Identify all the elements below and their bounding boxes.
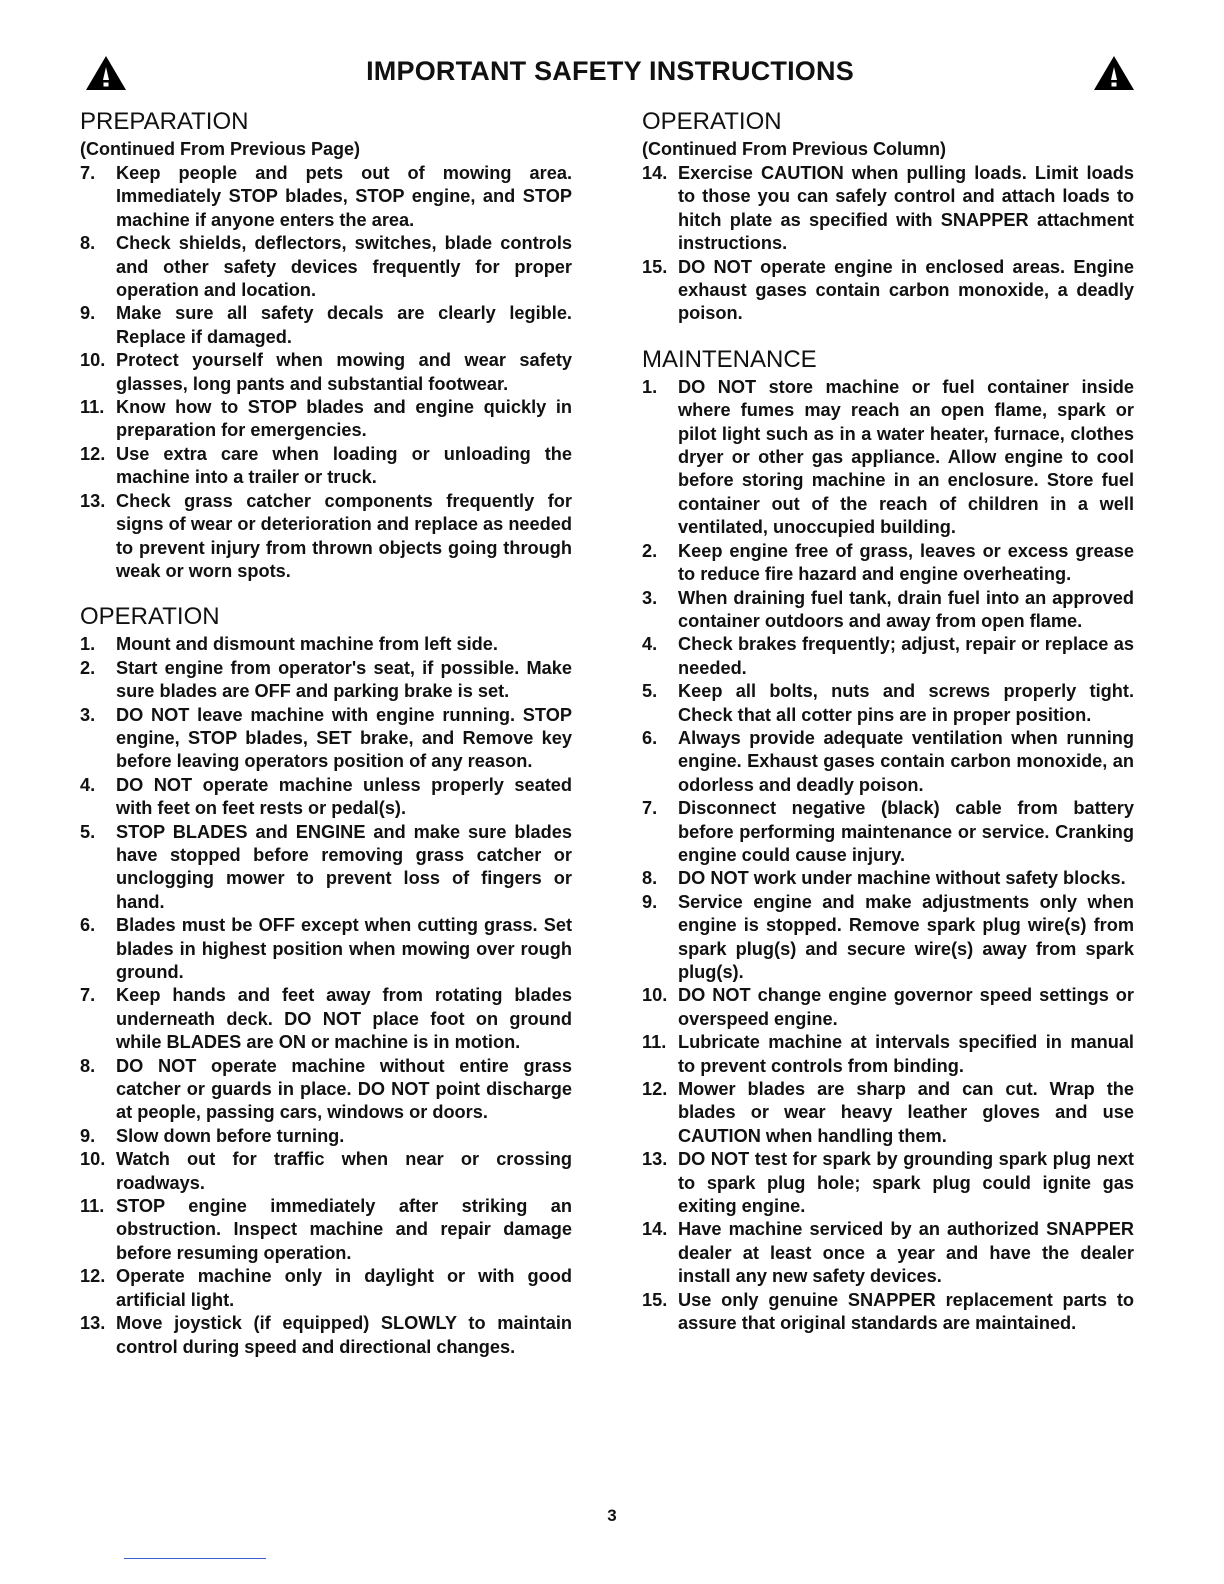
list-item: [80, 1148, 572, 1195]
list-item: [80, 1265, 572, 1312]
item-text: Lubricate machine at intervals specified in manual to prevent controls from binding.: [678, 1032, 1134, 1076]
item-number: 2.: [80, 657, 96, 678]
item-number: 10.: [80, 1149, 106, 1170]
list-item: [80, 1312, 572, 1359]
item-number: 9.: [80, 1125, 96, 1146]
item-text: Exercise CAUTION when pulling loads. Limit loads to those you can safely control and attach loads to hitch plate as specified with SNAPPER attachment instructions.: [678, 163, 1134, 254]
list-item: [642, 891, 1134, 985]
item-text: Keep engine free of grass, leaves or excess grease to reduce fire hazard and engine overheating.: [678, 540, 1134, 585]
item-text: Check shields, deflectors, switches, blade controls and other safety devices frequently for proper operation and location.: [116, 233, 572, 301]
item-number: 12.: [642, 1079, 668, 1100]
item-number: 13.: [80, 490, 106, 511]
list-item: [642, 797, 1134, 867]
item-text: DO NOT operate engine in enclosed areas. Engine exhaust gases contain carbon monoxide, a deadly poison.: [678, 256, 1134, 324]
item-number: 13.: [642, 1149, 668, 1170]
item-number: 5.: [642, 681, 658, 702]
item-number: 6.: [80, 915, 96, 936]
item-number: 10.: [642, 985, 668, 1006]
list-item: [80, 914, 572, 984]
item-number: 13.: [80, 1313, 106, 1334]
list-item: [80, 1125, 572, 1148]
section-heading: PREPARATION: [80, 108, 249, 135]
list-item: [642, 162, 1134, 256]
item-number: 8.: [80, 1055, 96, 1076]
list-item: [80, 490, 572, 584]
item-text: Check brakes frequently; adjust, repair or replace as needed.: [678, 634, 1134, 678]
list-item: [80, 984, 572, 1054]
list-item: [80, 349, 572, 396]
maintenance-section: [642, 346, 1134, 1336]
footer-rule: [124, 1558, 266, 1559]
list-item: [80, 1195, 572, 1265]
item-text: DO NOT leave machine with engine running. STOP engine, STOP blades, SET brake, and Remove key before leaving operators position of any reason.: [116, 704, 572, 772]
list-item: [642, 867, 1134, 890]
item-text: Always provide adequate ventilation when running engine. Exhaust gases contain carbon monoxide, an odorless and deadly poison.: [678, 727, 1134, 795]
item-text: Blades must be OFF except when cutting grass. Set blades in highest position when mowing over rough ground.: [116, 915, 572, 982]
item-text: DO NOT store machine or fuel container inside where fumes may reach an open flame, spark or pilot light such as in a water heater, furnace, clothes dryer or other gas appliance. Allow engine to cool before storing machine in an enclosure. Store fuel container out of the reach of children in a well ventilated, unoccupied building.: [678, 376, 1134, 538]
item-number: 14.: [642, 1219, 668, 1240]
list-item: [642, 1031, 1134, 1078]
item-text: Operate machine only in daylight or with good artificial light.: [116, 1266, 572, 1310]
item-number: 9.: [80, 303, 96, 324]
section-heading: MAINTENANCE: [642, 345, 817, 373]
item-text: Have machine serviced by an authorized SNAPPER dealer at least once a year and have the dealer install any new safety devices.: [678, 1219, 1134, 1287]
page-header: [80, 52, 1140, 96]
list-item: [642, 376, 1134, 540]
item-text: DO NOT change engine governor speed settings or overspeed engine.: [678, 985, 1134, 1029]
maintenance-list: [642, 376, 1134, 1336]
item-text: Check grass catcher components frequently for signs of wear or deterioration and replace as needed to prevent injury from thrown objects going through weak or worn spots.: [116, 490, 572, 581]
operation-continued-section: [642, 108, 1134, 326]
list-item: [80, 821, 572, 915]
item-number: 1.: [80, 634, 96, 655]
item-text: Move joystick (if equipped) SLOWLY to maintain control during speed and directional changes.: [116, 1313, 572, 1357]
item-number: 2.: [642, 540, 658, 561]
item-number: 12.: [80, 443, 106, 464]
item-text: Use extra care when loading or unloading the machine into a trailer or truck.: [116, 443, 572, 488]
item-number: 1.: [642, 376, 658, 397]
item-text: Make sure all safety decals are clearly legible. Replace if damaged.: [116, 303, 572, 347]
page-title: IMPORTANT SAFETY INSTRUCTIONS: [366, 56, 854, 86]
item-text: Slow down before turning.: [116, 1125, 345, 1146]
list-item: [80, 162, 572, 232]
list-item: [80, 396, 572, 443]
item-number: 3.: [80, 704, 96, 725]
warning-triangle-icon: [1092, 54, 1136, 92]
item-text: Keep all bolts, nuts and screws properly tight. Check that all cotter pins are in proper position.: [678, 681, 1134, 725]
item-number: 4.: [80, 774, 96, 795]
section-heading: OPERATION: [80, 603, 220, 631]
item-number: 12.: [80, 1266, 106, 1287]
item-number: 15.: [642, 1289, 668, 1310]
item-text: DO NOT work under machine without safety blocks.: [678, 868, 1126, 889]
list-item: [642, 633, 1134, 680]
list-item: [642, 727, 1134, 797]
list-item: [80, 774, 572, 821]
item-number: 5.: [80, 821, 96, 842]
operation-section: [80, 603, 572, 1359]
item-number: 7.: [642, 798, 658, 819]
list-item: [642, 984, 1134, 1031]
list-item: [80, 1055, 572, 1125]
list-item: [80, 633, 572, 656]
list-item: [642, 587, 1134, 634]
item-number: 15.: [642, 256, 668, 277]
item-number: 7.: [80, 163, 96, 183]
list-item: [80, 704, 572, 774]
list-item: [642, 540, 1134, 587]
item-text: Mower blades are sharp and can cut. Wrap the blades or wear heavy leather gloves and use CAUTION when handling them.: [678, 1079, 1134, 1146]
list-item: [80, 657, 572, 704]
item-text: Keep hands and feet away from rotating blades underneath deck. DO NOT place foot on ground while BLADES are ON or machine is in motion.: [116, 985, 572, 1053]
item-text: Keep people and pets out of mowing area. Immediately STOP blades, STOP engine, and STOP machine if anyone enters the area.: [116, 163, 572, 230]
section-heading: OPERATION: [642, 108, 782, 135]
item-number: 10.: [80, 350, 106, 371]
item-text: Service engine and make adjustments only when engine is stopped. Remove spark plug wire(s) from spark plug(s) and secure wire(s) away from spark plug(s).: [678, 891, 1134, 982]
list-item: [642, 256, 1134, 326]
preparation-section: [80, 108, 572, 583]
item-number: 8.: [80, 233, 96, 254]
item-number: 8.: [642, 868, 658, 889]
operation-list: [80, 633, 572, 1359]
item-text: Disconnect negative (black) cable from battery before performing maintenance or service. Cranking engine could cause injury.: [678, 798, 1134, 865]
list-item: [642, 680, 1134, 727]
right-column: [642, 108, 1134, 1336]
item-text: DO NOT operate machine unless properly seated with feet on feet rests or pedal(s).: [116, 774, 572, 819]
list-item: [642, 1218, 1134, 1288]
item-text: STOP BLADES and ENGINE and make sure blades have stopped before removing grass catcher or unclogging mower to prevent loss of fingers or hand.: [116, 821, 572, 912]
item-number: 7.: [80, 985, 96, 1006]
left-column: [80, 108, 572, 1359]
item-text: Know how to STOP blades and engine quickly in preparation for emergencies.: [116, 397, 572, 441]
item-text: Protect yourself when mowing and wear safety glasses, long pants and substantial footwear.: [116, 350, 572, 394]
item-number: 3.: [642, 587, 658, 608]
list-item: [80, 302, 572, 349]
item-number: 4.: [642, 634, 658, 655]
item-number: 11.: [80, 397, 105, 418]
continued-note: (Continued From Previous Page): [80, 139, 361, 159]
list-item: [80, 232, 572, 302]
page-number: 3: [607, 1506, 617, 1525]
preparation-list: [80, 162, 572, 583]
item-text: Start engine from operator's seat, if possible. Make sure blades are OFF and parking brake is set.: [116, 657, 572, 702]
list-item: [642, 1289, 1134, 1336]
item-text: DO NOT test for spark by grounding spark plug next to spark plug hole; spark plug could ignite gas exiting engine.: [678, 1149, 1134, 1217]
list-item: [642, 1078, 1134, 1148]
continued-note: (Continued From Previous Column): [642, 139, 946, 159]
item-number: 9.: [642, 891, 658, 912]
item-text: Mount and dismount machine from left side.: [116, 634, 498, 655]
item-text: DO NOT operate machine without entire grass catcher or guards in place. DO NOT point discharge at people, passing cars, windows or doors.: [116, 1055, 572, 1123]
list-item: [80, 443, 572, 490]
item-text: Use only genuine SNAPPER replacement parts to assure that original standards are maintained.: [678, 1289, 1134, 1334]
item-number: 14.: [642, 163, 668, 183]
item-text: STOP engine immediately after striking an obstruction. Inspect machine and repair damage before resuming operation.: [116, 1196, 572, 1263]
item-number: 11.: [80, 1196, 105, 1217]
item-text: Watch out for traffic when near or crossing roadways.: [116, 1149, 572, 1193]
list-item: [642, 1148, 1134, 1218]
item-number: 11.: [642, 1032, 667, 1053]
item-number: 6.: [642, 727, 658, 748]
item-text: When draining fuel tank, drain fuel into an approved container outdoors and away from open flame.: [678, 587, 1134, 631]
operation-list: [642, 162, 1134, 326]
